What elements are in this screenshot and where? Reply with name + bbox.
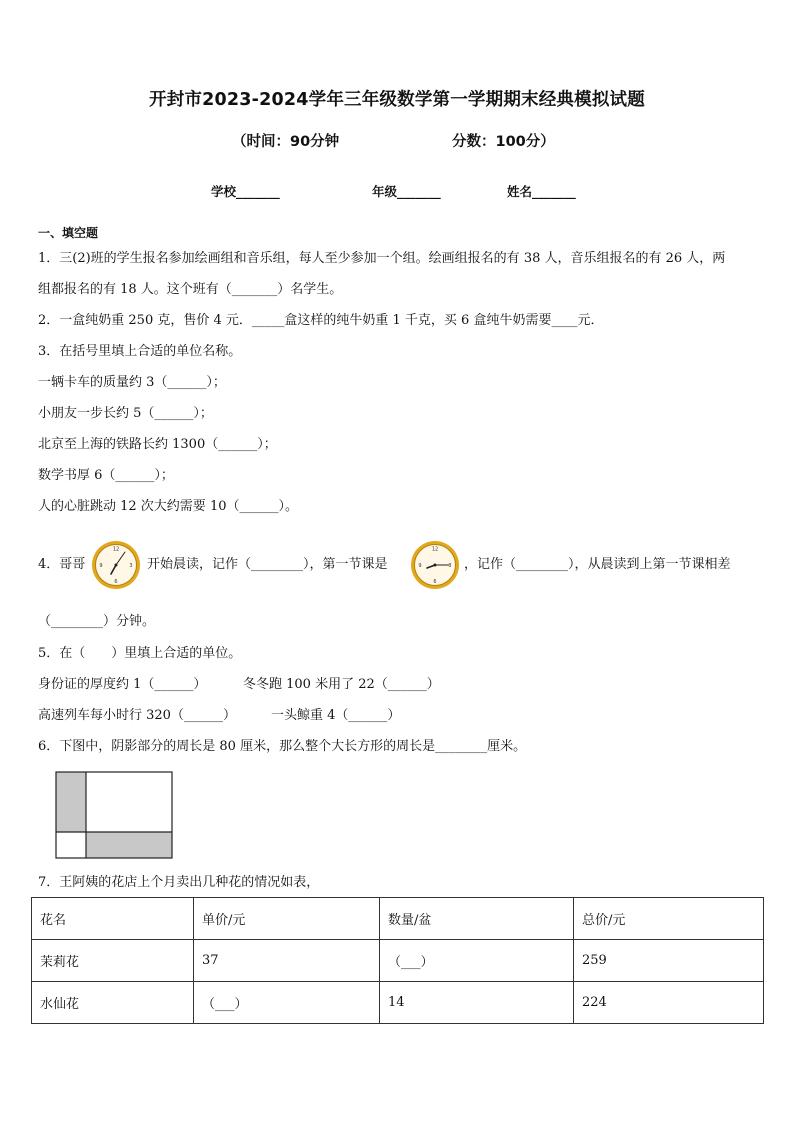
question-4-part-3: ，记作（________），从晨读到上第一节课相差 bbox=[464, 557, 731, 572]
question-5-item: 身份证的厚度约 1（______） bbox=[38, 677, 207, 692]
table-header-row bbox=[32, 898, 764, 940]
svg-text:12: 12 bbox=[431, 546, 439, 553]
question-3-item: 人的心脏跳动 12 次大约需要 10（______）。 bbox=[38, 499, 298, 514]
exam-time: （时间：90分钟 bbox=[232, 134, 340, 150]
svg-text:3: 3 bbox=[129, 563, 133, 569]
question-5-item: 高速列车每小时行 320（______） bbox=[38, 708, 236, 723]
question-4-line-2: （________）分钟。 bbox=[38, 614, 156, 629]
question-3-item: 数学书厚 6（______）； bbox=[38, 468, 174, 483]
name-field: 姓名_______ bbox=[507, 184, 576, 199]
table-header-cell: 数量/盆 bbox=[380, 898, 574, 940]
svg-text:6: 6 bbox=[433, 579, 437, 585]
table-header-cell: 花名 bbox=[32, 898, 194, 940]
clock-icon bbox=[410, 540, 460, 594]
question-5-stem: 5．在（ ）里填上合适的单位。 bbox=[38, 646, 242, 661]
table-row bbox=[32, 982, 764, 1024]
table-cell: 224 bbox=[574, 982, 764, 1024]
question-1-line-1: 1．三(2)班的学生报名参加绘画组和音乐组，每人至少参加一个组。绘画组报名的有 38 人，音乐组报名的有 26 人，两 bbox=[38, 251, 726, 266]
question-5-item: 冬冬跑 100 米用了 22（______） bbox=[243, 677, 440, 692]
question-1-line-2: 组都报名的有 18 人。这个班有（_______）名学生。 bbox=[38, 282, 343, 297]
page-title: 开封市2023-2024学年三年级数学第一学期期末经典模拟试题 bbox=[149, 90, 645, 110]
question-3-item: 一辆卡车的质量约 3（______）； bbox=[38, 375, 226, 390]
table-header-cell: 单价/元 bbox=[194, 898, 380, 940]
table-header-cell: 总价/元 bbox=[574, 898, 764, 940]
table-cell: 茉莉花 bbox=[32, 940, 194, 982]
table-cell: （___） bbox=[194, 982, 380, 1024]
table-cell: 259 bbox=[574, 940, 764, 982]
svg-text:9: 9 bbox=[99, 563, 103, 569]
svg-text:9: 9 bbox=[418, 563, 422, 569]
question-3-item: 小朋友一步长约 5（______）； bbox=[38, 406, 213, 421]
question-4-part-1: 4．哥哥 bbox=[38, 557, 86, 572]
question-3-stem: 3．在括号里填上合适的单位名称。 bbox=[38, 344, 242, 359]
table-row bbox=[32, 940, 764, 982]
exam-score: 分数：100分） bbox=[452, 134, 555, 150]
question-6: 6．下图中，阴影部分的周长是 80 厘米，那么整个大长方形的周长是________厘米。 bbox=[38, 739, 527, 754]
question-7-stem: 7．王阿姨的花店上个月卖出几种花的情况如表， bbox=[38, 875, 320, 890]
question-3-item: 北京至上海的铁路长约 1300（______）； bbox=[38, 437, 277, 452]
table-cell: （___） bbox=[380, 940, 574, 982]
table-cell: 14 bbox=[380, 982, 574, 1024]
svg-text:6: 6 bbox=[114, 579, 118, 585]
clock-icon bbox=[91, 540, 141, 594]
question-2: 2．一盒纯奶重 250 克，售价 4 元．_____盒这样的纯牛奶重 1 千克，买 6 盒纯牛奶需要____元． bbox=[38, 313, 604, 328]
flower-sales-table bbox=[31, 897, 764, 1024]
section-title: 一、填空题 bbox=[38, 226, 99, 240]
grade-field: 年级_______ bbox=[372, 184, 441, 199]
rectangle-figure bbox=[55, 771, 173, 863]
question-4-part-2: 开始晨读，记作（________），第一节课是 bbox=[147, 557, 388, 572]
question-5-item: 一头鲸重 4（______） bbox=[271, 708, 401, 723]
svg-text:12: 12 bbox=[112, 546, 120, 553]
svg-text:3: 3 bbox=[448, 563, 452, 569]
table-cell: 水仙花 bbox=[32, 982, 194, 1024]
table-cell: 37 bbox=[194, 940, 380, 982]
school-field: 学校_______ bbox=[211, 184, 280, 199]
